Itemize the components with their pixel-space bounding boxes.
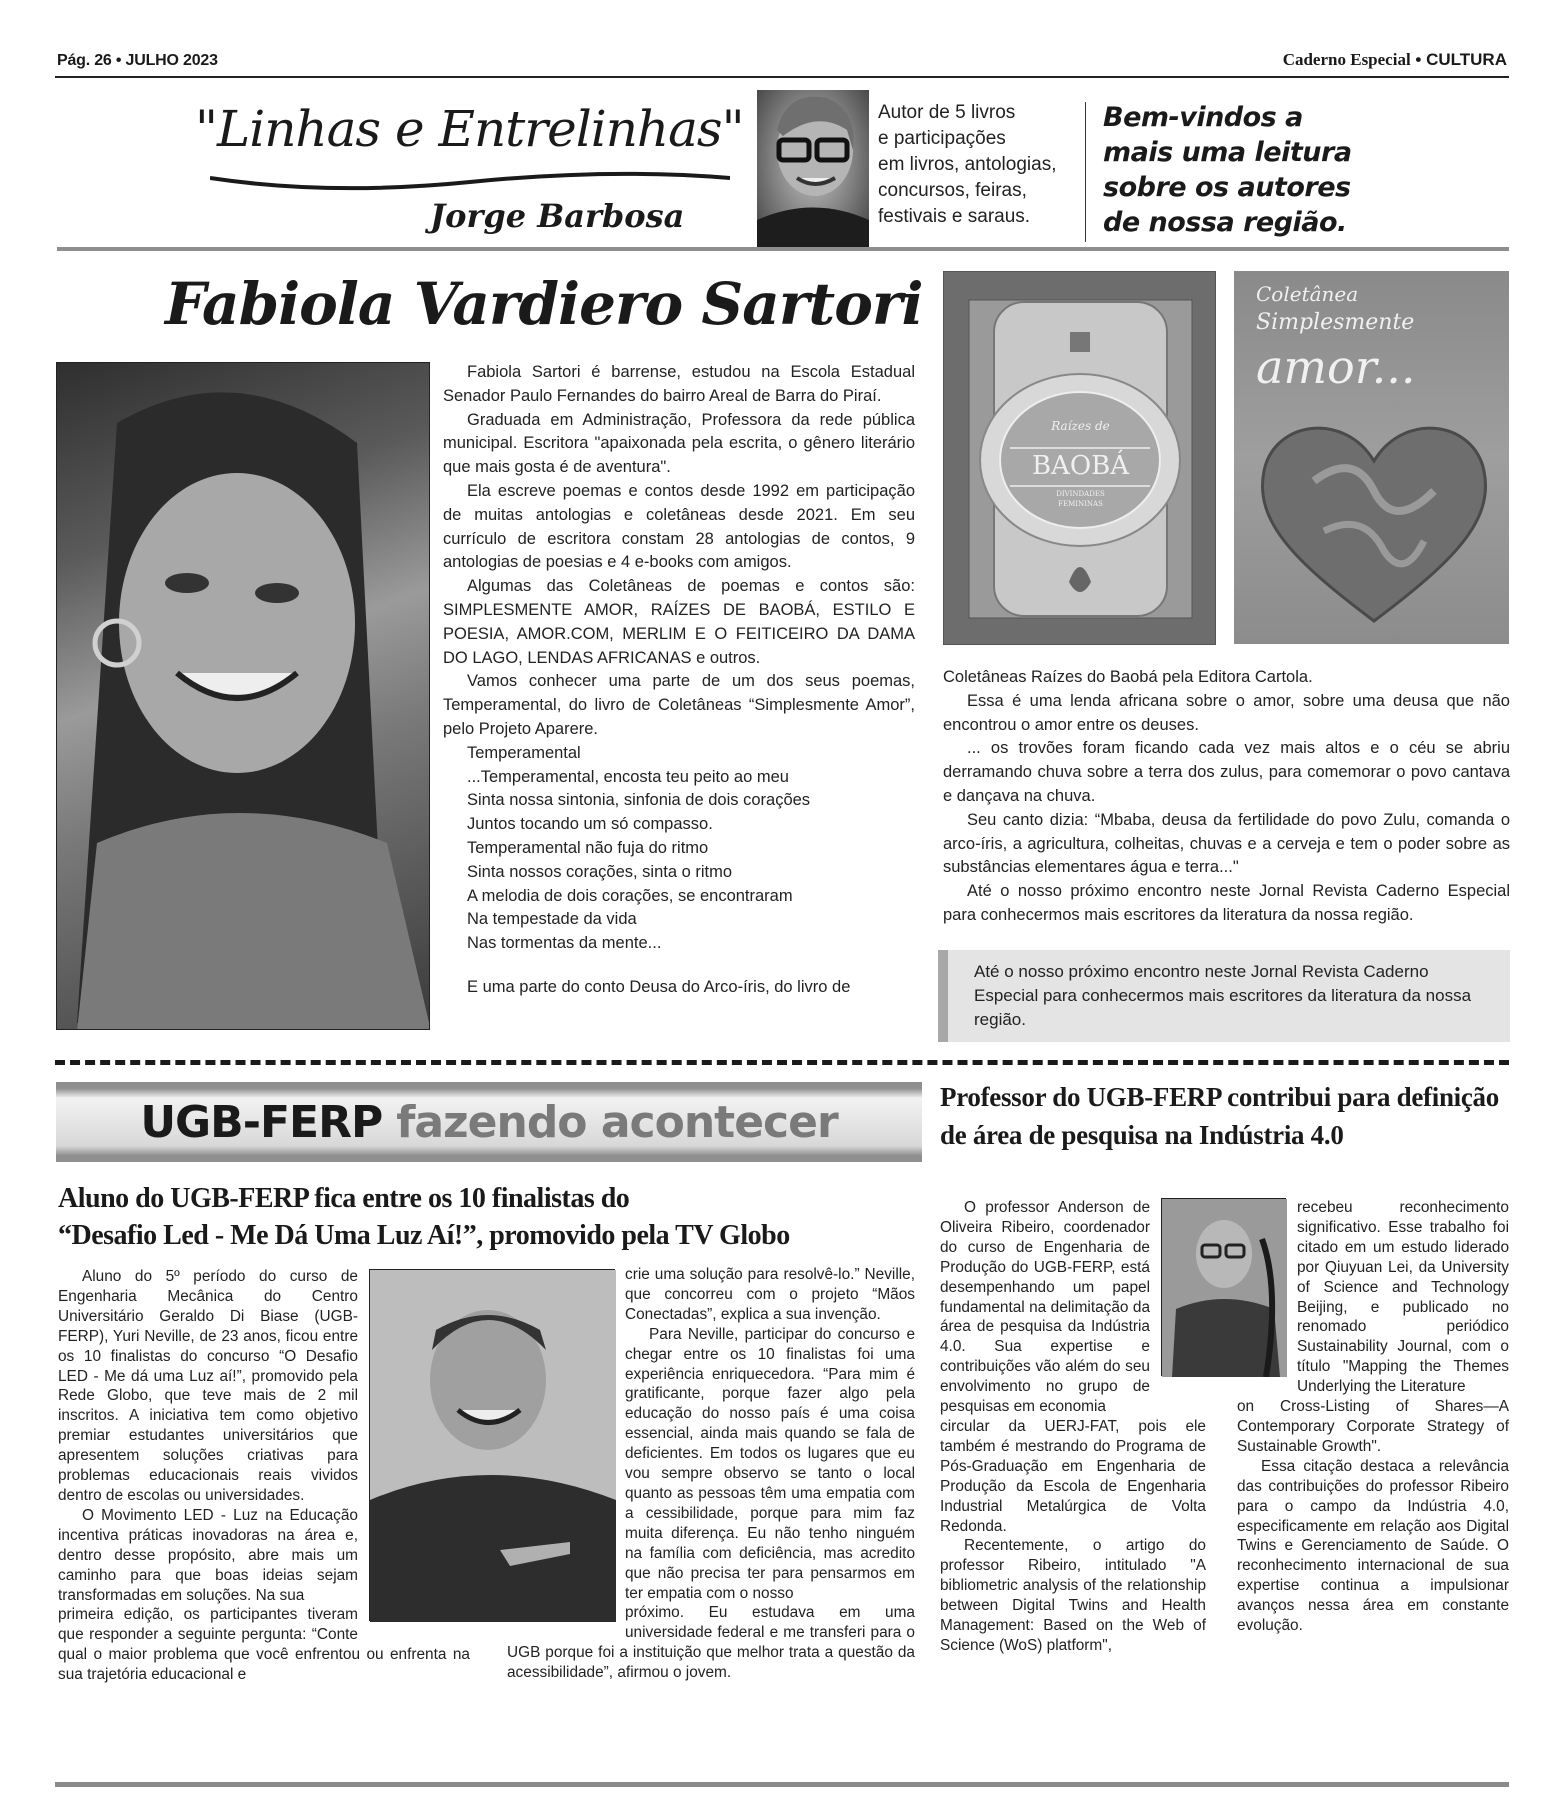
banner-bold: UGB-FERP xyxy=(140,1096,383,1148)
article3-headline: Professor do UGB-FERP contribui para definição de área de pesquisa na Indústria 4.0 xyxy=(940,1082,1499,1150)
paragraph: Vamos conhecer uma parte de um dos seus poemas, Temperamental, do livro de Coletâneas “Simplesmente Amor”, pelo Projeto Aparere. xyxy=(443,672,915,738)
paragraph: Aluno do 5º período do curso de Engenharia Mecânica do Centro Universitário Geraldo Di Biase (UGB-FERP), Yuri Neville, de 23 anos, ficou entre os 10 finalistas do concurso “O Desafio LED - Me dá uma Luz aí!”, promovido pela Rede Globo, que teve mais de 2 mil inscritos. A iniciativa tem como objetivo premiar estudantes universitários que apresentem soluções criativas para problemas educacionais reais vividos dentro de escolas ou universidades. xyxy=(58,1268,358,1504)
publication-name: Caderno Especial xyxy=(1282,50,1411,69)
man-portrait-icon xyxy=(370,1270,616,1622)
bio-line: festivais e saraus. xyxy=(878,206,1031,227)
paragraph: Seu canto dizia: “Mbaba, deusa da fertilidade do povo Zulu, comanda o arco-íris, a agricultura, colheitas, chuvas e a cerveja e tem o poder sobre as substâncias elementares água e terra..." xyxy=(943,810,1510,877)
bio-line: Autor de 5 livros xyxy=(878,102,1016,123)
book1-subtitle: Raízes de xyxy=(1051,419,1110,433)
bio-line: concursos, feiras, xyxy=(878,180,1027,201)
welcome-line: Bem-vindos a xyxy=(1103,102,1303,133)
poem-line: Temperamental xyxy=(467,743,581,762)
paragraph: Fabiola Sartori é barrense, estudou na Escola Estadual Senador Paulo Fernandes do bairro Areal de Barra do Piraí. xyxy=(443,363,915,405)
header-bottom-rule xyxy=(57,247,1509,251)
article1-column-2 xyxy=(938,666,1510,1042)
paragraph: ... os trovões foram ficando cada vez mais altos e o céu se abriu derramando chuva sobre a terra dos zulus, para comemorar o povo cantava e dançava na chuva. xyxy=(943,739,1510,805)
book1-title: BAOBÁ xyxy=(1031,451,1130,481)
closing-callout: Até o nosso próximo encontro neste Jornal Revista Caderno Especial para conhecermos mais escritores da literatura da nossa região. xyxy=(938,950,1510,1042)
poem-line: Na tempestade da vida xyxy=(467,910,637,929)
headline-line: “Desafio Led - Me Dá Uma Luz Aí!”, promovido pela TV Globo xyxy=(58,1220,790,1251)
book1-tagline-2: FEMININAS xyxy=(1058,500,1103,508)
person-portrait-icon xyxy=(757,90,869,247)
author-bio xyxy=(878,100,1083,230)
woman-portrait-icon xyxy=(57,363,430,1030)
banner-light: fazendo acontecer xyxy=(396,1096,838,1148)
vertical-divider xyxy=(1085,102,1086,242)
welcome-message xyxy=(1103,100,1503,240)
article3-column-1-bottom: circular da UERJ-FAT, pois ele também é mestrando do Programa de Pós-Graduação em Engenharia de Produção da Escola de Engenharia Industrial Metalúrgica de Volta Redonda. xyxy=(940,1417,1206,1535)
poem-line: Juntos tocando um só compasso. xyxy=(467,815,713,834)
ugb-ferp-banner xyxy=(56,1082,922,1162)
paragraph: crie uma solução para resolvê-lo.” Neville, que concorreu com o projeto “Mãos Conectadas”, explica a sua invenção. xyxy=(625,1266,915,1323)
article2-headline xyxy=(58,1180,938,1254)
yuri-neville-photo xyxy=(369,1269,615,1621)
man-portrait-icon xyxy=(1162,1199,1287,1377)
book2-line2: Simplesmente xyxy=(1256,310,1415,335)
paragraph: O professor Anderson de Oliveira Ribeiro, coordenador do curso de Engenharia de Produção do UGB-FERP, está desempenhando um papel fundamental na delimitação da área de pesquisa da Indústria 4.0. Sua expertise e contribuições vão além do seu envolvimento no grupo de pesquisas em economia xyxy=(940,1199,1150,1416)
article2-column-2-bottom: próximo. Eu estudava em uma universidade federal e me transferi para o UGB porque foi a instituição que melhor trata a questão da acessibilidade”, afirmou o jovem. xyxy=(507,1604,915,1682)
book2-line1: Coletânea xyxy=(1256,282,1359,306)
welcome-line: de nossa região. xyxy=(1103,207,1347,238)
title-swash xyxy=(210,168,730,192)
article-author-name: Fabiola Vardiero Sartori xyxy=(165,270,923,338)
welcome-line: mais uma leitura xyxy=(1103,137,1352,168)
header-rule xyxy=(55,76,1509,78)
professor-photo xyxy=(1161,1198,1286,1376)
paragraph: E uma parte do conto Deusa do Arco-íris, do livro de xyxy=(467,977,851,996)
author-photo xyxy=(757,90,869,247)
book-cover-raizes-de-baoba xyxy=(943,271,1216,645)
section-name: CULTURA xyxy=(1426,50,1507,69)
article1-column-1 xyxy=(443,361,915,1000)
paragraph: Ela escreve poemas e contos desde 1992 em participação de muitas antologias e coletâneas desde 2021. Em seu currículo de escritora constam 28 antologias de contos, 9 antologias de poesias e 4 e-books com amigos. xyxy=(443,481,915,572)
separator: • xyxy=(1410,50,1427,69)
paragraph: O Movimento LED - Luz na Educação incentiva práticas inovadoras na área e, dentro desse propósito, abre mais um caminho para que boas ideias sejam transformadas em soluções. Na sua xyxy=(58,1506,358,1604)
welcome-line: sobre os autores xyxy=(1103,172,1351,203)
poem-line: Sinta nossos corações, sinta o ritmo xyxy=(467,862,733,881)
heart-icon xyxy=(1254,411,1494,631)
poem-line: ...Temperamental, encosta teu peito ao meu xyxy=(467,767,789,786)
article2-column-1-bottom: primeira edição, os participantes tiveram que responder a seguinte pergunta: “Conte qual o maior problema que você enfrentou ou enfrenta na sua trajetória educacional e xyxy=(58,1606,470,1684)
column-title: "Linhas e Entrelinhas" xyxy=(195,100,744,158)
article3-column-2-bottom: on Cross-Listing of Shares—A Contemporary Corporate Strategy of Sustainable Growth". xyxy=(1237,1398,1509,1455)
poem-line: Sinta nossa sintonia, sinfonia de dois corações xyxy=(467,791,811,810)
page-info: Pág. 26 • JULHO 2023 xyxy=(57,52,218,69)
paragraph: Essa é uma lenda africana sobre o amor, sobre uma deusa que não encontrou o amor entre os deuses. xyxy=(943,691,1510,734)
book2-line3: amor... xyxy=(1256,340,1416,394)
column-author: Jorge Barbosa xyxy=(430,197,685,235)
book1-tagline-1: DIVINDADES xyxy=(1056,490,1105,498)
section-divider xyxy=(55,1060,1509,1065)
paragraph: recebeu reconhecimento significativo. Esse trabalho foi citado em um estudo liderado por Qiuyuan Lei, da University of Science and Technology Beijing, e publicado no renomado periódico Sustainability Journal, com o título "Mapping the Themes Underlying the Literature xyxy=(1297,1199,1509,1396)
paragraph: Coletâneas Raízes do Baobá pela Editora Cartola. xyxy=(943,668,1313,686)
poem-line: A melodia de dois corações, se encontraram xyxy=(467,886,793,905)
section-label xyxy=(1283,50,1507,70)
paragraph: Recentemente, o artigo do professor Ribeiro, intitulado "A bibliometric analysis of the relationship between Digital Twins and Health Management: Based on the Web of Science (WoS) platform", xyxy=(940,1537,1206,1654)
article1-column-2-text xyxy=(938,666,1510,928)
bio-line: em livros, antologias, xyxy=(878,154,1057,175)
footer-rule xyxy=(55,1782,1509,1787)
paragraph: Até o nosso próximo encontro neste Jornal Revista Caderno Especial para conhecermos mais escritores da literatura da nossa região. xyxy=(943,882,1510,924)
paragraph: Para Neville, participar do concurso e chegar entre os 10 finalistas foi uma experiência enriquecedora. “Para mim é gratificante, porque fazer algo pela educação do nosso país é uma coisa essencial, ainda mais quando se fala de deficientes. Em todos os lugares que eu vou sempre observo se tanto o local quanto as pessoas têm uma empatia com a cessibilidade, porque para mim faz muita diferença. Eu não tenho ninguém na família com deficiência, mas acredito que não precisa ter para pensarmos em ter empatia com o nosso xyxy=(625,1325,915,1602)
paragraph: Algumas das Coletâneas de poemas e contos são: SIMPLESMENTE AMOR, RAÍZES DE BAOBÁ, ESTILO E POESIA, AMOR.COM, MERLIM E O FEITICEIRO DA DAMA DO LAGO, LENDAS AFRICANAS e outros. xyxy=(443,577,915,667)
fabiola-photo xyxy=(56,362,430,1030)
paragraph: Graduada em Administração, Professora da rede pública municipal. Escritora "apaixonada pela escrita, o gênero literário que mais gosta é de aventura". xyxy=(443,410,915,477)
bio-line: e participações xyxy=(878,128,1006,149)
poem-line: Nas tormentas da mente... xyxy=(467,934,662,953)
paragraph: Essa citação destaca a relevância das contribuições do professor Ribeiro para o campo da Indústria 4.0, especificamente em relação aos Digital Twins e Gerenciamento de Saúde. O reconhecimento internacional de sua expertise continua a impulsionar avanços nessa área em constante evolução. xyxy=(1237,1457,1509,1635)
book-cover-simplesmente-amor xyxy=(1234,271,1509,644)
poem-line: Temperamental não fuja do ritmo xyxy=(467,838,709,857)
headline-line: Aluno do UGB-FERP fica entre os 10 finalistas do xyxy=(58,1183,630,1214)
